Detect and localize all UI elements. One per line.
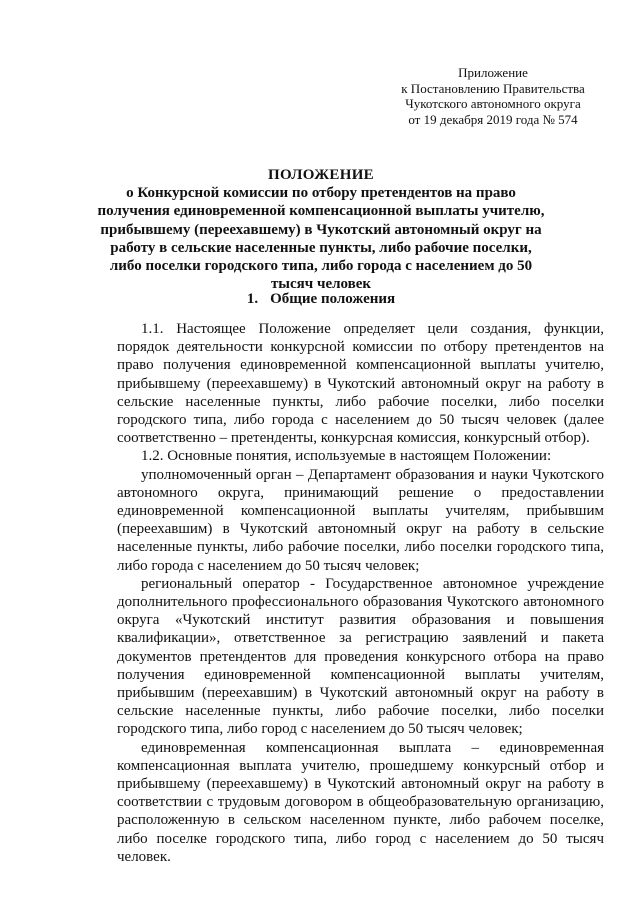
appendix-line-4: от 19 декабря 2019 года № 574 <box>408 111 578 127</box>
section-title: Общие положения <box>270 291 396 307</box>
definition-compensation-payment: единовременная компенсационная выплата – единовременная компенсационная выплата учителю, прошедшему конкурсный отбор и прибывшему (переехавшему) в Чукотский автономный округ на работу в соответствии с трудовым договором в общеобразовательную организацию, расположенную в сельском населенном пункте, либо рабочем поселке, либо поселке городского типа, либо город с населением до 50 тысяч человек. <box>117 739 604 865</box>
paragraph-1-2: 1.2. Основные понятия, используемые в настоящем Положении: <box>141 448 552 465</box>
document-title-block <box>96 166 546 294</box>
appendix-line-2: к Постановлению Правительства <box>401 80 585 96</box>
document-subtitle: о Конкурсной комиссии по отбору претендентов на право получения единовременной компенсационной выплаты учителю, прибывшему (переехавшему) в Чукотский автономный округ на работу в сельские населенные пункты, либо рабочие поселки, либо поселки городского типа, либо города с населением до 50 тысяч человек <box>97 185 545 293</box>
document-body <box>117 320 604 866</box>
appendix-line-3: Чукотского автономного округа <box>405 96 581 111</box>
appendix-line-1: Приложение <box>458 65 528 80</box>
paragraph-1-1: 1.1. Настоящее Положение определяет цели создания, функции, порядок деятельности конкурсной комиссии по отбору претендентов на право получения единовременной компенсационной выплаты учителю, прибывшему (переехавшему) в Чукотский автономный округ на работу в сельские населенные пункты, либо рабочие поселки, либо поселки городского типа, либо города с населением до 50 тысяч человек (далее соответственно – претенденты, конкурсная комиссия, конкурсный отбор). <box>117 321 604 447</box>
definition-authorized-body: уполномоченный орган – Департамент образования и науки Чукотского автономного округа, принимающий решение о предоставлении единовременной компенсационной выплаты учителям, прибывшим (переехавшим) в Чукотский автономный округ на работу в сельские населенные пункты, либо рабочие поселки, либо поселки городского типа, либо города с населением до 50 тысяч человек; <box>117 466 604 574</box>
section-heading <box>96 290 546 308</box>
appendix-block <box>388 65 598 127</box>
document-title: ПОЛОЖЕНИЕ <box>268 167 374 183</box>
definition-regional-operator: региональный оператор - Государственное автономное учреждение дополнительного профессионального образования Чукотского автономного округа «Чукотский институт развития образования и повышения квалификации», ответственное за регистрацию заявлений и пакета документов претендентов для проведения конкурсного отбора на право получения единовременной компенсационной выплаты учителям, прибывшим (переехавшим) в Чукотский автономный округ на работу в сельские населенные пункты, либо рабочие поселки, либо поселки городского типа, либо город с населением до 50 тысяч человек; <box>117 575 604 738</box>
section-number: 1. <box>246 291 259 307</box>
